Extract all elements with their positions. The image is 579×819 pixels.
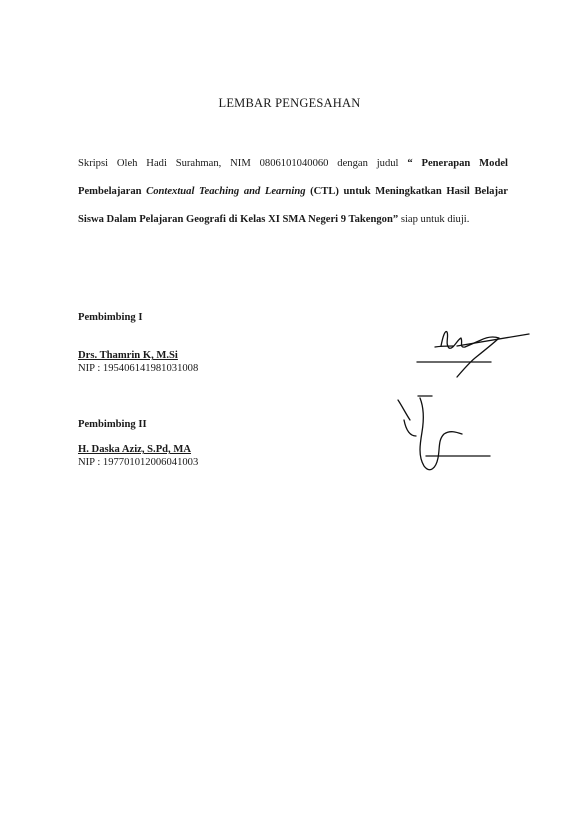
approval-paragraph <box>78 150 508 234</box>
supervisor-2-nip: NIP : 197701012006041003 <box>78 457 199 468</box>
supervisor-1-signature <box>405 320 535 385</box>
supervisor-2-signature <box>392 390 502 480</box>
paragraph-intro: Skripsi Oleh Hadi Surahman, NIM 0806101040060 dengan judul <box>78 158 408 169</box>
supervisor-1-heading: Pembimbing I <box>78 312 143 323</box>
supervisor-1-name: Drs. Thamrin K, M.Si <box>78 350 178 361</box>
thesis-title-rest: (CTL) untuk Meningkatkan Hasil Belajar Siswa Dalam Pelajaran Geografi di Kelas XI SMA Negeri 9 Takengon” <box>78 186 508 225</box>
supervisor-2-name: H. Daska Aziz, S.Pd, MA <box>78 444 192 455</box>
page-title: LEMBAR PENGESAHAN <box>218 96 361 110</box>
supervisor-2-block <box>78 418 198 469</box>
thesis-title-italic: Contextual Teaching and Learning <box>146 186 306 197</box>
thesis-title-open: “ Penerapan Model Pembelajaran <box>78 158 508 197</box>
supervisor-2-heading: Pembimbing II <box>78 419 147 430</box>
supervisor-1-block <box>78 311 198 375</box>
supervisor-1-nip: NIP : 195406141981031008 <box>78 363 199 374</box>
paragraph-tail: siap untuk diuji. <box>398 214 470 225</box>
